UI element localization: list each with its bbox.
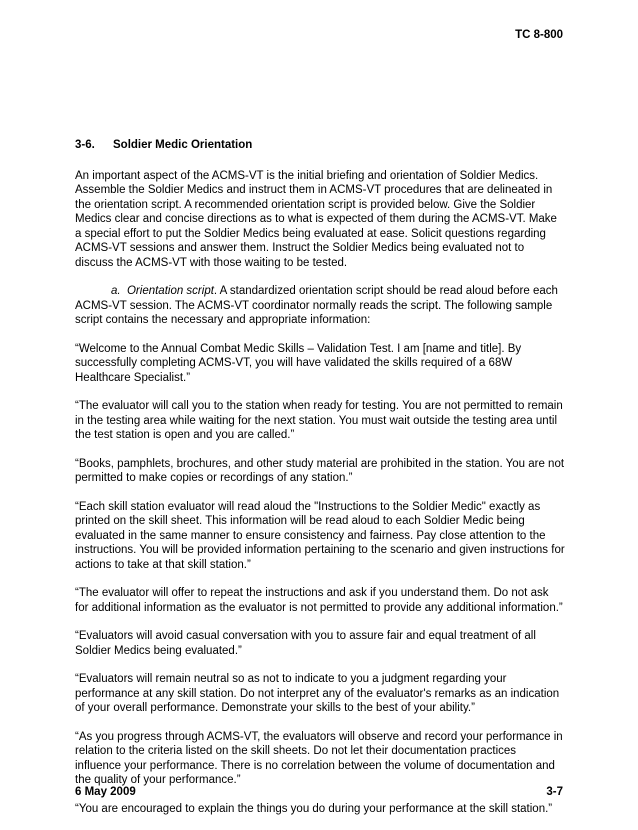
script-paragraph: “Books, pamphlets, brochures, and other study material are prohibited in the station. You are not permitted to make copies or recordings of any station.” <box>75 457 565 484</box>
script-paragraph: “You are encouraged to explain the things you do during your performance at the skill station.” <box>75 802 553 815</box>
page-number: 3-7 <box>546 786 563 798</box>
footer-date: 6 May 2009 <box>75 786 136 798</box>
page-content <box>75 138 565 830</box>
script-paragraph: “The evaluator will call you to the station when ready for testing. You are not permitted to remain in the testing area while waiting for the next station. You must wait outside the testing area until the test station is open and you are called.” <box>75 400 563 441</box>
subsection-label: a. <box>111 285 121 297</box>
script-paragraph: “The evaluator will offer to repeat the instructions and ask if you understand them. Do not ask for additional information as the evaluator is not permitted to provide any additional information.” <box>75 587 563 614</box>
subsection-text: . A standardized orientation script should be read aloud before each ACMS-VT session. The ACMS-VT coordinator normally reads the script. The following sample script contains the necessary and appropriate information: <box>75 285 558 326</box>
script-paragraph: “Evaluators will avoid casual conversation with you to assure fair and equal treatment of all Soldier Medics being evaluated.” <box>75 630 536 657</box>
section-title: Soldier Medic Orientation <box>113 139 253 151</box>
intro-paragraph: An important aspect of the ACMS-VT is the initial briefing and orientation of Soldier Medics. Assemble the Soldier Medics and instruct them in ACMS-VT procedures that are delineated in the orientation script. A recommended orientation script is provided below. Give the Soldier Medics clear and concise directions as to what is expected of them during the ACMS-VT. Make a special effort to put the Soldier Medics being evaluated at ease. Solicit questions regarding ACMS-VT sessions and answer them. Instruct the Soldier Medics being evaluated not to discuss the ACMS-VT with those waiting to be tested. <box>75 169 557 269</box>
script-paragraph: “Evaluators will remain neutral so as not to indicate to you a judgment regarding your performance at any skill station. Do not interpret any of the evaluator's remarks as an indication of your overall performance. Demonstrate your skills to the best of your ability.” <box>75 673 560 714</box>
script-paragraph: “Each skill station evaluator will read aloud the "Instructions to the Soldier Medic" exactly as printed on the skill sheet. This information will be read aloud to each Soldier Medic being evaluated in the same manner to ensure consistency and fairness. Pay close attention to the instructions. You will be provided information pertaining to the scenario and given instructions for actions to take at that skill station.” <box>75 500 565 571</box>
subsection-paragraph <box>75 284 565 328</box>
script-paragraph: “Welcome to the Annual Combat Medic Skills – Validation Test. I am [name and title]. By successfully completing ACMS-VT, you will have validated the skills required of a 68W Healthcare Specialist.” <box>75 342 522 384</box>
section-heading <box>75 138 565 153</box>
subsection-title: Orientation script <box>126 285 214 297</box>
script-paragraph: “As you progress through ACMS-VT, the evaluators will observe and record your performance in relation to the criteria listed on the skill sheets. Do not let their documentation practices influence your performance. There is no correlation between the volume of documentation and the quality of your performance.” <box>75 730 563 786</box>
page-footer <box>75 786 563 798</box>
section-number: 3-6. <box>75 139 95 151</box>
document-code: TC 8-800 <box>515 29 563 41</box>
